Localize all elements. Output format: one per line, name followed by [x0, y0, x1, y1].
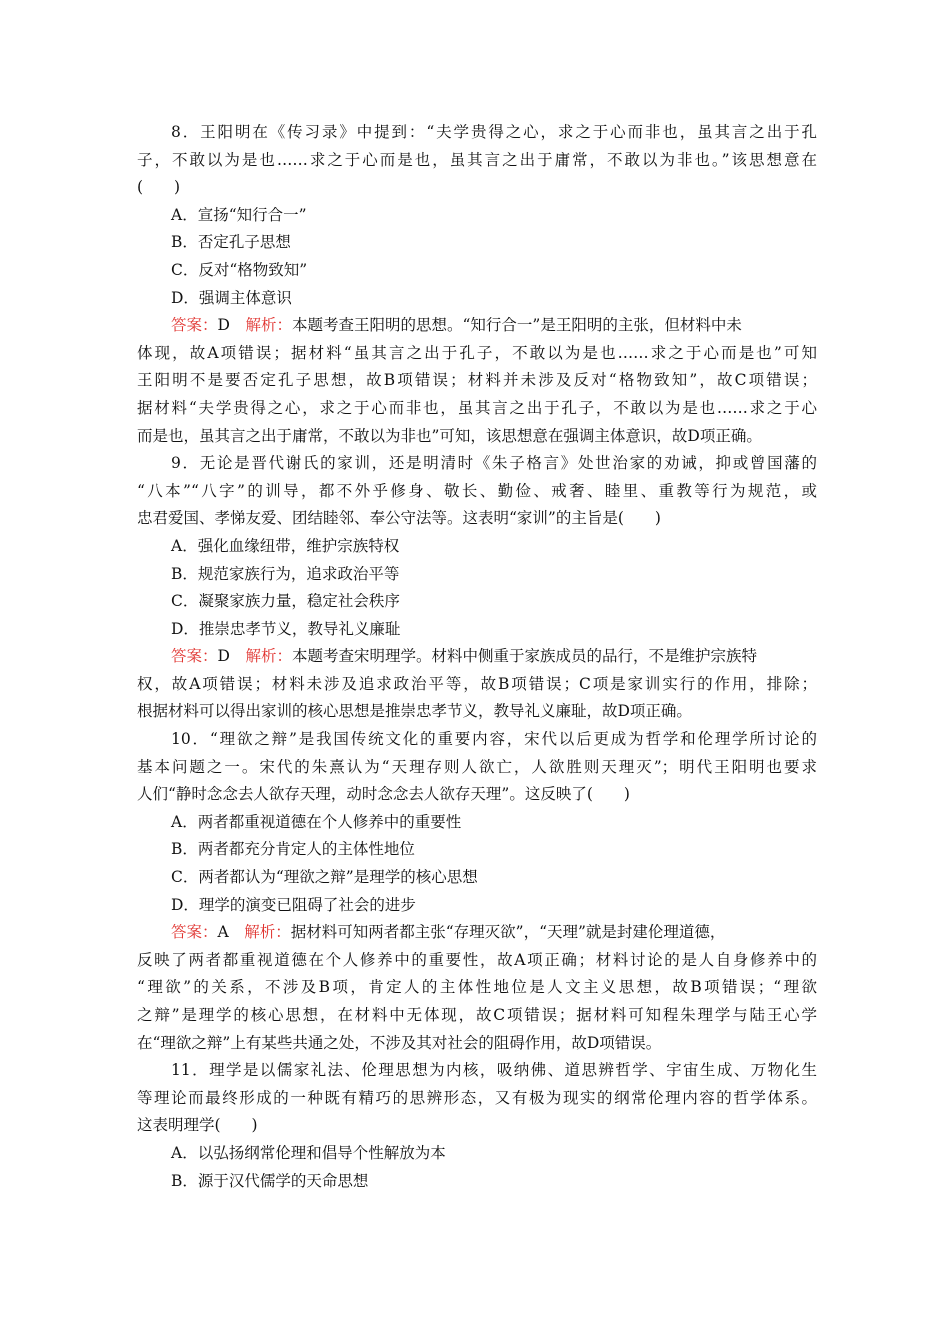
option-a: A．宣扬“知行合一” — [171, 205, 307, 224]
question-stem-line: 这表明理学( ) — [137, 1116, 258, 1135]
question-stem-line: ( ) — [137, 178, 181, 197]
question-stem-line: 11．理学是以儒家礼法、伦理思想为内核，吸纳佛、道思辨哲学、宇宙生成、万物化生 — [171, 1061, 817, 1080]
question-stem-line: 8．王阳明在《传习录》中提到：“夫学贵得之心，求之于心而非也，虽其言之出于孔 — [171, 123, 817, 141]
option-c: C．两者都认为“理欲之辩”是理学的核心思想 — [171, 868, 478, 887]
analysis-line: 王阳明不是要否定孔子思想，故B项错误；材料并未涉及反对“格物致知”，故C项错误； — [137, 371, 817, 390]
option-c: C．反对“格物致知” — [171, 260, 308, 279]
answer-label: 答案： — [171, 647, 218, 666]
answer-line — [137, 919, 817, 947]
analysis-text: 本题考查王阳明的思想。“知行合一”是王阳明的主张，但材料中未 — [291, 316, 742, 335]
analysis-label: 解析： — [245, 647, 292, 666]
option-d: D．强调主体意识 — [171, 288, 292, 307]
answer-label: 答案： — [171, 923, 218, 942]
document-page — [137, 119, 817, 1195]
answer-line — [137, 643, 817, 671]
option-d: D．理学的演变已阻碍了社会的进步 — [171, 895, 416, 914]
answer-line — [137, 312, 817, 340]
answer-value: A — [217, 923, 245, 942]
analysis-line: 据材料“夫学贵得之心，求之于心而非也，虽其言之出于孔子，不敢以为是也……求之于心 — [137, 398, 817, 417]
analysis-line: 在“理欲之辩”上有某些共通之处，不涉及其对社会的阻碍作用，故D项错误。 — [137, 1033, 662, 1052]
analysis-text: 本题考查宋明理学。材料中侧重于家族成员的品行，不是维护宗族特 — [291, 647, 757, 666]
analysis-label: 解析： — [244, 923, 291, 942]
question-9 — [137, 450, 817, 726]
option-a: A．以弘扬纲常伦理和倡导个性解放为本 — [171, 1143, 446, 1162]
answer-value: D — [217, 647, 246, 666]
option-b: B．源于汉代儒学的天命思想 — [171, 1171, 369, 1190]
question-stem-line: 等理论而最终形成的一种既有精巧的思辨形态，又有极为现实的纲常伦理内容的哲学体系。 — [137, 1088, 817, 1107]
analysis-line: “理欲”的关系，不涉及B项，肯定人的主体性地位是人文主义思想，故B项错误；“理欲 — [137, 978, 817, 997]
option-c: C．凝聚家族力量，稳定社会秩序 — [171, 592, 400, 611]
option-a: A．两者都重视道德在个人修养中的重要性 — [171, 812, 462, 831]
question-11 — [137, 1057, 817, 1195]
question-stem-line: 9．无论是晋代谢氏的家训，还是明清时《朱子格言》处世治家的劝诫，抑或曾国藩的 — [171, 454, 817, 473]
analysis-line: 而是也，虽其言之出于庸常，不敢以为非也”可知，该思想意在强调主体意识，故D项正确。 — [137, 426, 762, 445]
question-8 — [137, 119, 817, 450]
analysis-label: 解析： — [245, 316, 292, 335]
analysis-line: 之辩”是理学的核心思想，在材料中无体现，故C项错误；据材料可知程朱理学与陆王心学 — [137, 1006, 817, 1024]
option-b: B．规范家族行为，追求政治平等 — [171, 564, 400, 583]
option-b: B．否定孔子思想 — [171, 233, 291, 252]
question-stem-line: 忠君爱国、孝悌友爱、团结睦邻、奉公守法等。这表明“家训”的主旨是( ) — [137, 509, 661, 528]
option-b: B．两者都充分肯定人的主体性地位 — [171, 840, 415, 859]
analysis-line: 根据材料可以得出家训的核心思想是推崇忠孝节义，教导礼义廉耻，故D项正确。 — [137, 702, 692, 721]
question-stem-line: “八本”“八字”的训导，都不外乎修身、敬长、勤俭、戒奢、睦里、重教等行为规范，或 — [137, 481, 817, 500]
option-a: A．强化血缘纽带，维护宗族特权 — [171, 536, 400, 555]
question-10 — [137, 726, 817, 1057]
analysis-line: 权，故A项错误；材料未涉及追求政治平等，故B项错误；C项是家训实行的作用，排除； — [137, 674, 817, 693]
option-d: D．推崇忠孝节义，教导礼义廉耻 — [171, 619, 401, 638]
question-stem-line: 子，不敢以为是也……求之于心而是也，虽其言之出于庸常，不敢以为非也。”该思想意在 — [137, 150, 817, 169]
question-stem-line: 人们“静时念念去人欲存天理，动时念念去人欲存天理”。这反映了( ) — [137, 785, 630, 804]
analysis-line: 体现，故A项错误；据材料“虽其言之出于孔子，不敢以为是也……求之于心而是也”可知 — [137, 343, 817, 362]
answer-label: 答案： — [171, 316, 218, 335]
analysis-line: 反映了两者都重视道德在个人修养中的重要性，故A项正确；材料讨论的是人自身修养中的 — [137, 950, 817, 969]
question-stem-line: 基本问题之一。宋代的朱熹认为“天理存则人欲亡，人欲胜则天理灭”；明代王阳明也要求 — [137, 757, 817, 776]
question-stem-line: 10．“理欲之辩”是我国传统文化的重要内容，宋代以后更成为哲学和伦理学所讨论的 — [171, 730, 817, 749]
answer-value: D — [217, 316, 246, 335]
analysis-text: 据材料可知两者都主张“存理灭欲”，“天理”就是封建伦理道德， — [290, 923, 726, 942]
